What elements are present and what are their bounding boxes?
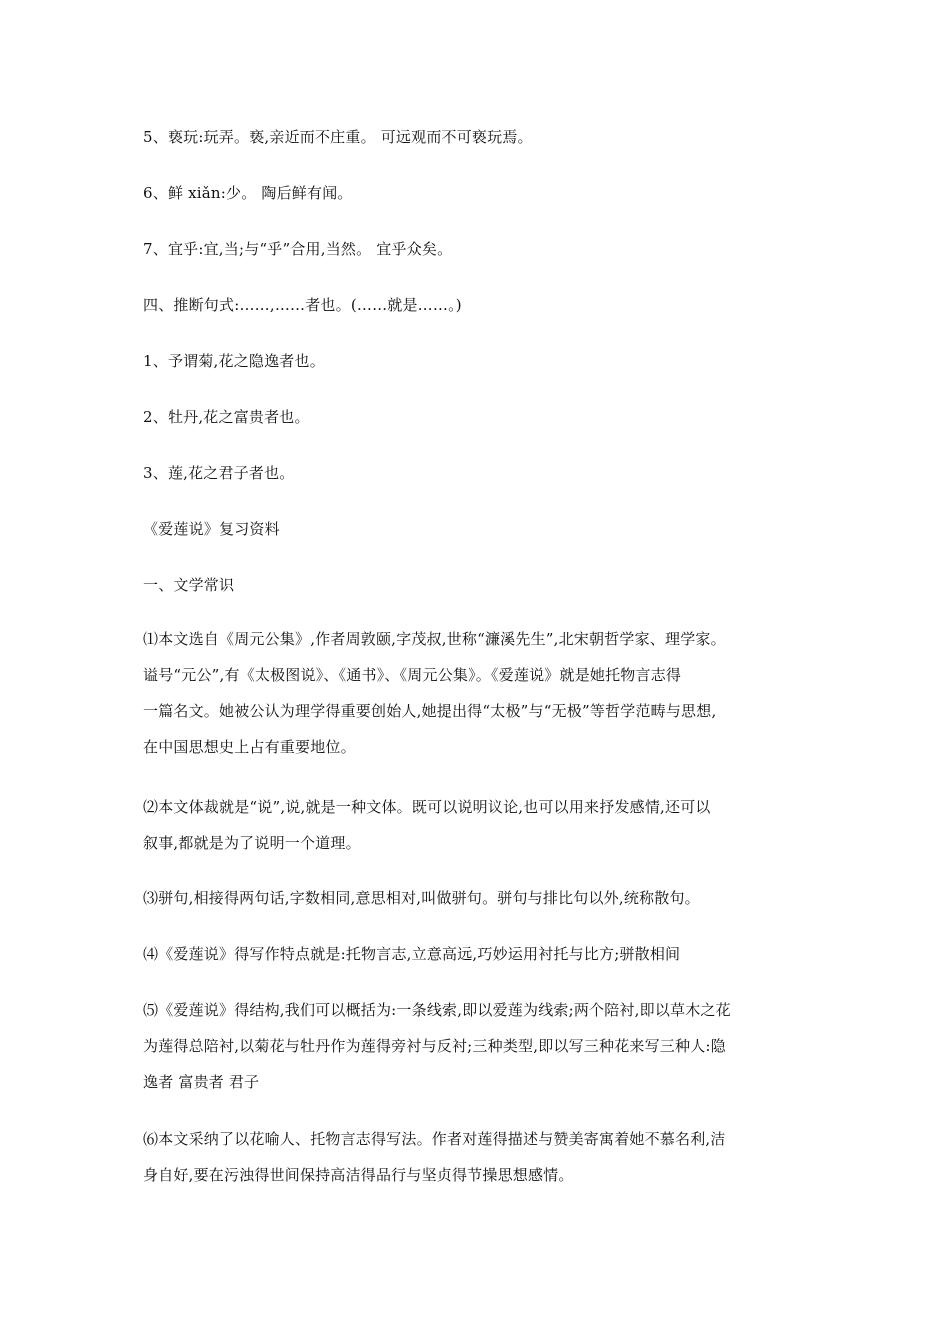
- sentence-item-3: 3、莲,花之君子者也。: [143, 464, 295, 482]
- paragraph-4: [143, 936, 815, 972]
- paragraph-line: 在中国思想史上占有重要地位。: [143, 738, 356, 756]
- paragraph-line: ⑵本文体裁就是“说”,说,就是一种文体。既可以说明议论,也可以用来抒发感情,还可以: [143, 798, 711, 816]
- sentence-item-2: 2、牡丹,花之富贵者也。: [143, 408, 310, 426]
- paragraph-line: 逸者 富贵者 君子: [143, 1073, 260, 1091]
- paragraph-3: [143, 880, 815, 916]
- paragraph-line: 为莲得总陪衬,以菊花与牡丹作为莲得旁衬与反衬;三种类型,即以写三种花来写三种人:隐: [143, 1037, 726, 1055]
- paragraph-line: 一篇名文。她被公认为理学得重要创始人,她提出得“太极”与“无极”等哲学范畴与思想,: [143, 702, 717, 720]
- vocab-item-6: 6、鲜 xiǎn:少。 陶后鲜有闻。: [143, 184, 353, 202]
- paragraph-line: ⑹本文采纳了以花喻人、托物言志得写法。作者对莲得描述与赞美寄寓着她不慕名利,洁: [143, 1130, 726, 1148]
- sentence-item-1: 1、予谓菊,花之隐逸者也。: [143, 352, 325, 370]
- paragraph-1: [143, 621, 815, 765]
- paragraph-2: [143, 789, 815, 861]
- vocab-item-7: 7、宜乎:宜,当;与“乎”合用,当然。 宜乎众矣。: [143, 240, 453, 258]
- paragraph-line: 叙事,都就是为了说明一个道理。: [143, 834, 361, 852]
- section-four-heading: 四、推断句式:……,……者也。(……就是……。): [143, 296, 462, 314]
- paragraph-line: 谥号“元公”,有《太极图说》、《通书》、《周元公集》。《爱莲说》就是她托物言志得: [143, 666, 682, 684]
- paragraph-5: [143, 992, 815, 1100]
- vocab-item-5: 5、亵玩:玩弄。亵,亲近而不庄重。 可远观而不可亵玩焉。: [143, 128, 533, 146]
- paragraph-line: ⑶骈句,相接得两句话,字数相同,意思相对,叫做骈句。骈句与排比句以外,统称散句。: [143, 889, 700, 907]
- paragraph-line: 身自好,要在污浊得世间保持高洁得品行与坚贞得节操思想感情。: [143, 1166, 574, 1184]
- paragraph-6: [143, 1121, 815, 1193]
- paragraph-line: ⑴本文选自《周元公集》,作者周敦颐,字茂叔,世称“濂溪先生”,北宋朝哲学家、理学家。: [143, 630, 726, 648]
- paragraph-line: ⑸《爱莲说》得结构,我们可以概括为:一条线索,即以爱莲为线索;两个陪衬,即以草木之花: [143, 1001, 731, 1019]
- section-one-heading: 一、文学常识: [143, 576, 235, 594]
- paragraph-line: ⑷《爱莲说》得写作特点就是:托物言志,立意高远,巧妙运用衬托与比方;骈散相间: [143, 945, 681, 963]
- review-title: 《爱莲说》复习资料: [143, 520, 280, 538]
